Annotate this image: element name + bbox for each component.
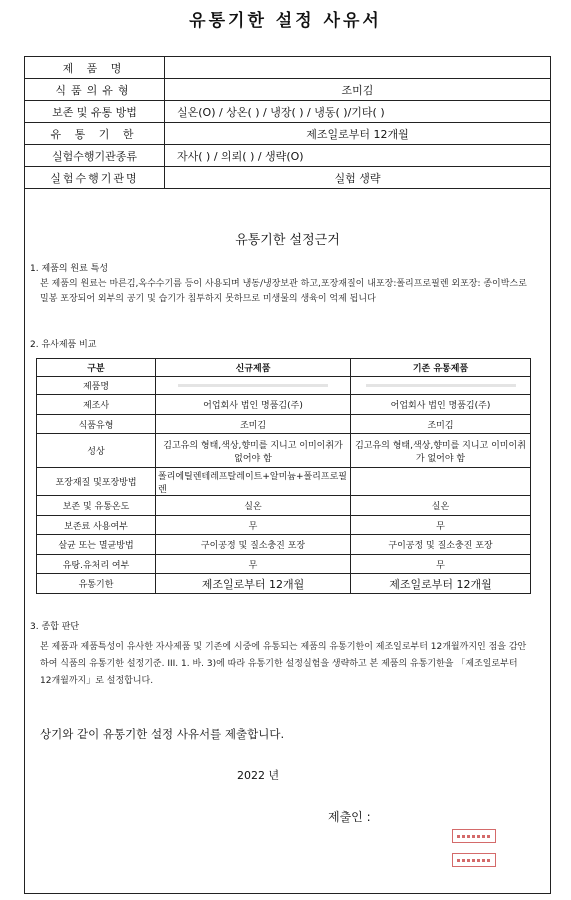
info-row <box>25 167 551 189</box>
existing-value: 구이공정 및 질소충진 포장 <box>351 535 531 555</box>
header-existing-product: 기존 유통제품 <box>351 359 531 377</box>
new-value: 구이공정 및 질소충진 포장 <box>156 535 351 555</box>
new-value: 실온 <box>156 496 351 516</box>
table-row <box>37 535 531 555</box>
seal-stamp-icon <box>452 853 496 867</box>
submitter-label: 제출인 : <box>328 810 371 824</box>
header-new-product: 신규제품 <box>156 359 351 377</box>
table-row <box>37 377 531 395</box>
existing-value: 실온 <box>351 496 531 516</box>
table-row <box>37 574 531 594</box>
existing-value: 무 <box>351 555 531 574</box>
row-label: 보존료 사용여부 <box>37 516 156 535</box>
existing-value: 어업회사 법인 명품김(주) <box>351 395 531 415</box>
info-value: 자사( ) / 의뢰( ) / 생략(O) <box>165 145 551 167</box>
info-row <box>25 145 551 167</box>
info-label: 제 품 명 <box>25 57 165 79</box>
table-row <box>37 415 531 434</box>
closing-statement: 상기와 같이 유통기한 설정 사유서를 제출합니다. <box>40 727 285 741</box>
existing-value: 제조일로부터 12개월 <box>351 574 531 594</box>
header-category: 구분 <box>37 359 156 377</box>
info-label: 실험수행기관명 <box>25 167 165 189</box>
row-label: 제품명 <box>37 377 156 395</box>
row-label: 제조사 <box>37 395 156 415</box>
row-label: 식품유형 <box>37 415 156 434</box>
section2-heading: 2. 유사제품 비교 <box>30 340 97 350</box>
new-product-name-redacted <box>156 377 351 395</box>
info-value <box>165 57 551 79</box>
table-row <box>37 516 531 535</box>
info-row <box>25 57 551 79</box>
new-value: 제조일로부터 12개월 <box>156 574 351 594</box>
info-value: 실온(O) / 상온( ) / 냉장( ) / 냉동( )/기타( ) <box>165 101 551 123</box>
existing-value: 조미김 <box>351 415 531 434</box>
row-label: 살균 또는 멸균방법 <box>37 535 156 555</box>
row-label: 보존 및 유통온도 <box>37 496 156 516</box>
info-value: 실험 생략 <box>165 167 551 189</box>
row-label: 성상 <box>37 434 156 468</box>
table-row <box>37 395 531 415</box>
new-value: 무 <box>156 516 351 535</box>
info-row <box>25 123 551 145</box>
row-label: 유통기한 <box>37 574 156 594</box>
product-info-table <box>24 56 551 189</box>
info-row <box>25 101 551 123</box>
row-label: 포장재질 및포장방법 <box>37 468 156 496</box>
existing-value: 김고유의 형태,색상,향미를 지니고 이미이취가 없어야 함 <box>351 434 531 468</box>
info-label: 보존 및 유통 방법 <box>25 101 165 123</box>
submission-year: 2022 년 <box>237 769 280 782</box>
info-value: 제조일로부터 12개월 <box>165 123 551 145</box>
existing-value <box>351 468 531 496</box>
section1-heading: 1. 제품의 원료 특성 <box>30 264 109 274</box>
info-value: 조미김 <box>165 79 551 101</box>
comparison-header-row <box>37 359 531 377</box>
seal-stamp-icon <box>452 829 496 843</box>
redacted-text <box>366 384 516 387</box>
info-label: 유 통 기 한 <box>25 123 165 145</box>
info-row <box>25 79 551 101</box>
info-label: 실험수행기관종류 <box>25 145 165 167</box>
section3-body: 본 제품과 제품특성이 유사한 자사제품 및 기존에 시중에 유통되는 제품의 유통기한이 제조일로부터 12개월까지인 점을 감안하여 식품의 유통기한 설정기준. III. 1. 바. 3)에 따라 유통기한 설정실험을 생략하고 본 제품의 유통기한을 「제조일로부터 12개월까지」로 설정합니다. <box>40 642 527 686</box>
document-title: 유통기한 설정 사유서 <box>189 11 382 31</box>
basis-heading: 유통기한 설정근거 <box>235 233 340 248</box>
section1-body: 본 제품의 원료는 마른김,옥수수기름 등이 사용되며 냉동/냉장보관 하고,포장재질이 내포장:폴리프로필렌 외포장: 종이박스로 밀봉 포장되어 외부의 공기 및 습기가 침투하지 못하므로 미생물의 생육이 억제 됩니다 <box>40 279 527 304</box>
row-label: 유탕.유처리 여부 <box>37 555 156 574</box>
table-row <box>37 555 531 574</box>
table-row <box>37 496 531 516</box>
new-value: 어업회사 법인 명품김(주) <box>156 395 351 415</box>
redacted-text <box>178 384 328 387</box>
existing-product-name-redacted <box>351 377 531 395</box>
new-value: 무 <box>156 555 351 574</box>
new-value: 조미김 <box>156 415 351 434</box>
existing-value: 무 <box>351 516 531 535</box>
section3-heading: 3. 종합 판단 <box>30 622 80 632</box>
table-row <box>37 468 531 496</box>
new-value: 폴리에틸렌테레프탈레이트+알미늄+폴리프로필렌 <box>156 468 351 496</box>
table-row <box>37 434 531 468</box>
info-label: 식품의유형 <box>25 79 165 101</box>
new-value: 김고유의 형태,색상,향미를 지니고 이미이취가 없어야 함 <box>156 434 351 468</box>
comparison-table <box>36 358 531 594</box>
